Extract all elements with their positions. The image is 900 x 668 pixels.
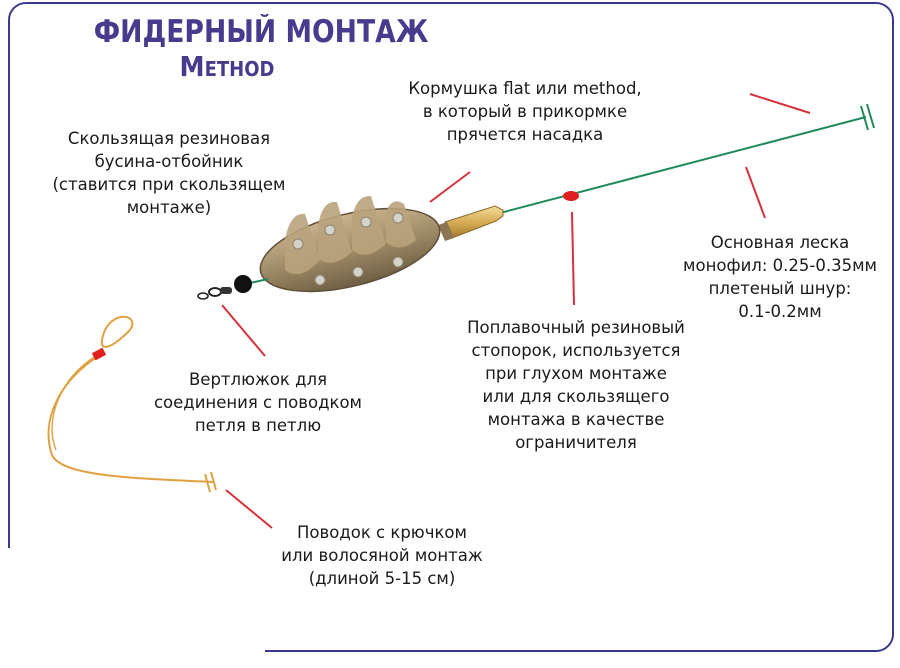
- label-mainline: Основная леска монофил: 0.25-0.35мм плетеный шнур: 0.1-0.2мм: [683, 233, 877, 321]
- label-bead: Скользящая резиновая бусина-отбойник (ставится при скользящем монтаже): [52, 129, 286, 217]
- label-feeder: Кормушка flat или method, в который в прикормке прячется насадка: [408, 79, 642, 144]
- title-line-1: ФИДЕРНЫЙ МОНТАЖ: [93, 14, 429, 50]
- pointer-feeder: [430, 172, 470, 202]
- feeder-sleeve: [438, 206, 503, 241]
- label-leader: Поводок с крючком или волосяной монтаж (длиной 5-15 см): [281, 523, 483, 588]
- pointer-stopper: [572, 212, 574, 305]
- title-line-2: Method: [179, 50, 275, 83]
- swivel-icon: [198, 287, 232, 299]
- rubber-bead: [234, 275, 252, 293]
- label-swivel: Вертлюжок для соединения с поводком петля в петлю: [153, 370, 362, 435]
- pointer-mainline-top: [750, 94, 810, 113]
- label-stopper: Поплавочный резиновый стопорок, используется при глухом монтаже или для скользящего монтажа в качестве ограничителя: [467, 318, 685, 452]
- pointer-swivel: [222, 305, 265, 356]
- float-stopper: [563, 191, 579, 201]
- pointer-mainline: [746, 167, 765, 218]
